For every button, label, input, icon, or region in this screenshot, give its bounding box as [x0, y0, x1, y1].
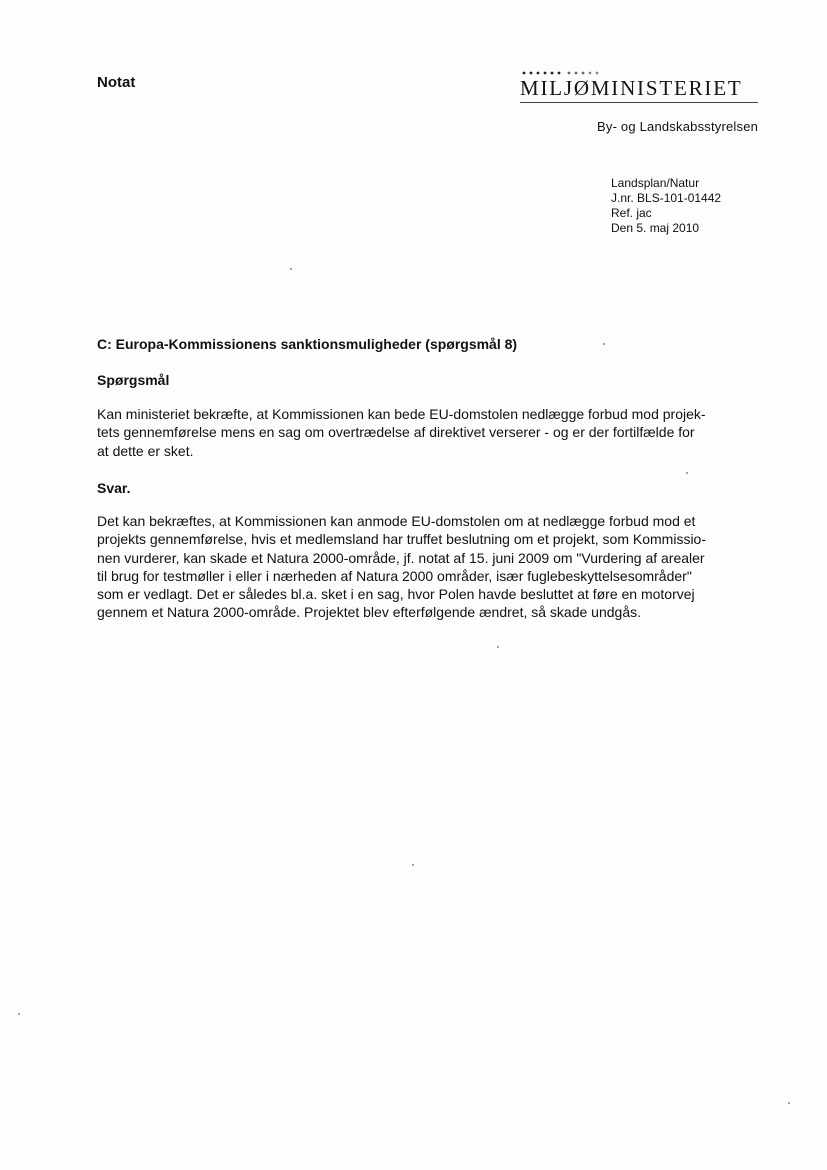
scan-speck [497, 646, 499, 648]
question-text [97, 405, 737, 460]
answer-line: som er vedlagt. Det er således bl.a. sket i en sag, hvor Polen havde besluttet at føre en motorvej [97, 586, 695, 603]
document-type-label: Notat [97, 74, 136, 91]
question-line: tets gennemførelse mens en sag om overtrædelse af direktivet verserer - og er der fortilfælde for [97, 424, 695, 441]
answer-line: nen vurderer, kan skade et Natura 2000-område, jf. notat af 15. juni 2009 om "Vurdering af arealer [97, 549, 705, 566]
reference-initials: Ref. jac [611, 206, 652, 220]
answer-line: gennem et Natura 2000-område. Projektet blev efterfølgende ændret, så skade undgås. [97, 604, 641, 621]
reference-journal-number: J.nr. BLS-101-01442 [611, 191, 722, 205]
answer-label: Svar. [97, 480, 131, 496]
reference-department: Landsplan/Natur [611, 176, 700, 190]
scan-speck [290, 268, 292, 270]
scan-speck [788, 1102, 790, 1104]
agency-name: By- og Landskabsstyrelsen [597, 119, 759, 134]
reference-block [611, 176, 721, 236]
logo-divider [520, 102, 758, 103]
ministry-logo [520, 70, 765, 103]
answer-line: Det kan bekræftes, at Kommissionen kan anmode EU-domstolen om at nedlægge forbud mod et [97, 513, 696, 529]
ministry-name: MILJØMINISTERIET [520, 76, 743, 100]
question-line: Kan ministeriet bekræfte, at Kommissionen kan bede EU-domstolen nedlægge forbud mod projek- [97, 406, 706, 422]
answer-line: til brug for testmøller i eller i nærheden af Natura 2000 områder, især fuglebeskyttelsesområder" [97, 567, 692, 584]
document-heading: C: Europa-Kommissionens sanktionsmuligheder (spørgsmål 8) [97, 336, 518, 352]
scan-speck [412, 864, 414, 866]
scan-speck [18, 1013, 20, 1015]
reference-date: Den 5. maj 2010 [611, 221, 700, 235]
answer-line: projekts gennemførelse, hvis et medlemsland har truffet beslutning om et projekt, som Kommissio- [97, 531, 706, 548]
question-label: Spørgsmål [97, 372, 170, 388]
answer-text [97, 512, 737, 622]
scan-speck [686, 472, 688, 474]
scan-speck [603, 343, 605, 345]
question-line: at dette er sket. [97, 442, 194, 459]
